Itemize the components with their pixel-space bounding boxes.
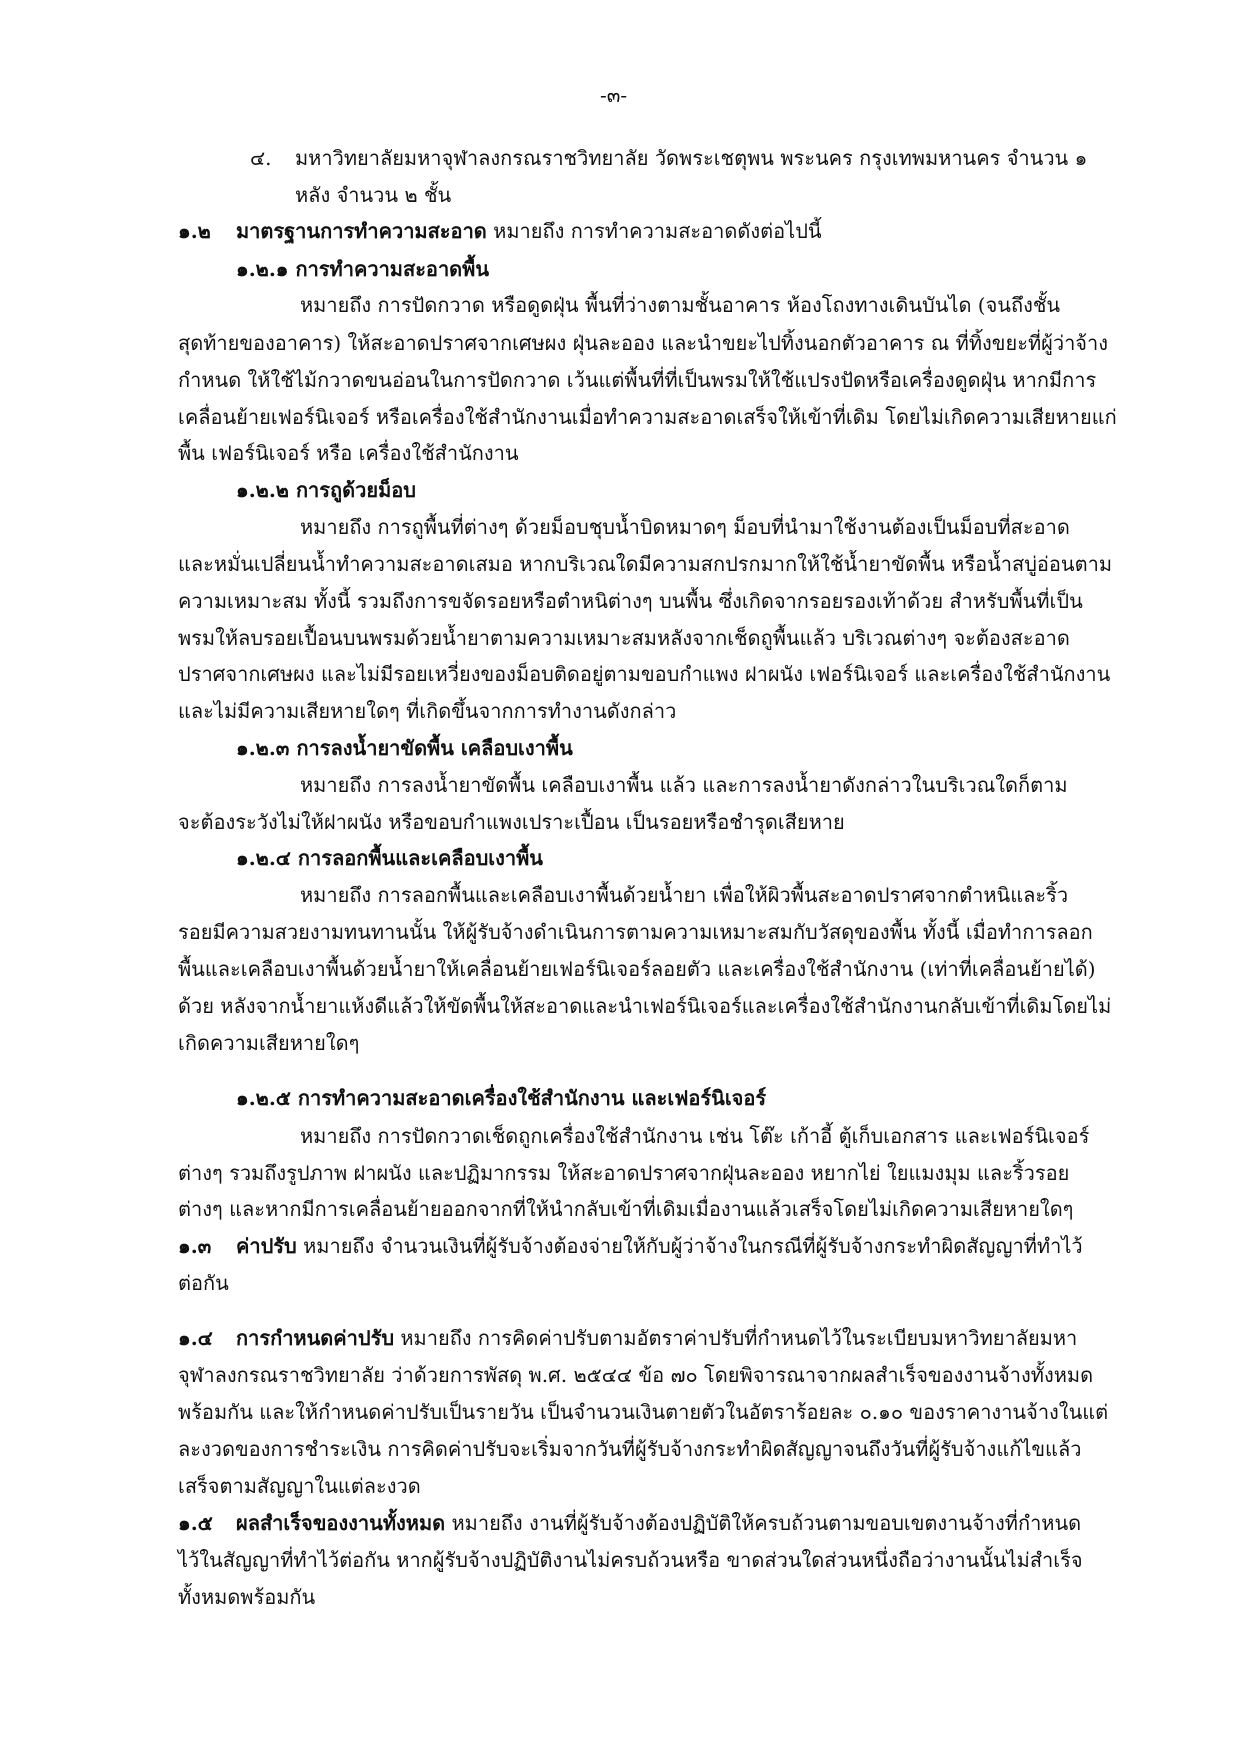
paragraph-line: เสร็จตามสัญญาในแต่ละงวด [178, 1474, 421, 1498]
paragraph-line: หมายถึง การปัดกวาด หรือดูดฝุ่น พื้นที่ว่างตามชั้นอาคาร ห้องโถงทางเดินบันได (จนถึงชั้น [300, 293, 1061, 317]
section-title: ค่าปรับ [236, 1234, 297, 1258]
paragraph-line: ด้วย หลังจากน้ำยาแห้งดีแล้วให้ขัดพื้นให้สะอาดและนำเฟอร์นิเจอร์และเครื่องใช้สำนักงานกลับเข้าที่เดิมโดยไม่ [178, 994, 1112, 1018]
section-title: ผลสำเร็จของงานทั้งหมด [236, 1511, 446, 1535]
paragraph-line: รอยมีความสวยงามทนทานนั้น ให้ผู้รับจ้างดำเนินการตามความเหมาะสมกับวัสดุของพื้น ทั้งนี้ เมื่อทำการลอก [178, 920, 1093, 944]
section-number: ๑.๕ [178, 1511, 213, 1535]
paragraph-line: ต่างๆ และหากมีการเคลื่อนย้ายออกจากที่ให้นำกลับเข้าที่เดิมเมื่องานแล้วเสร็จโดยไม่เกิดความเสียหายใดๆ [178, 1197, 1074, 1221]
paragraph-line: จุฬาลงกรณราชวิทยาลัย ว่าด้วยการพัสดุ พ.ศ. ๒๕๔๔ ข้อ ๗๐ โดยพิจารณาจากผลสำเร็จของงานจ้างทั้งหมด [178, 1363, 1094, 1387]
paragraph-line: ต่อกัน [178, 1271, 229, 1295]
paragraph-line: หมายถึง การถูพื้นที่ต่างๆ ด้วยม็อบชุบน้ำบิดหมาดๆ ม็อบที่นำมาใช้งานต้องเป็นม็อบที่สะอาด [300, 515, 1070, 539]
paragraph-line: พื้น เฟอร์นิเจอร์ หรือ เครื่องใช้สำนักงาน [178, 441, 519, 465]
section-title: การกำหนดค่าปรับ [236, 1326, 395, 1350]
paragraph-line: และหมั่นเปลี่ยนน้ำทำความสะอาดเสมอ หากบริเวณใดมีความสกปรกมากให้ใช้น้ำยาขัดพื้น หรือน้ำสบู่อ่อนตาม [178, 552, 1113, 576]
list-item-text: หลัง จำนวน ๒ ชั้น [295, 183, 452, 207]
paragraph-line: ปราศจากเศษผง และไม่มีรอยเหวี่ยงของม็อบติดอยู่ตามขอบกำแพง ฝาผนัง เฟอร์นิเจอร์ และเครื่องใช้สำนักงาน [178, 662, 1111, 686]
paragraph-line: สุดท้ายของอาคาร) ให้สะอาดปราศจากเศษผง ฝุ่นละออง และนำขยะไปทิ้งนอกตัวอาคาร ณ ที่ทิ้งขยะที่ผู้ว่าจ้าง [178, 331, 1109, 355]
page-number: -๓- [600, 83, 628, 107]
paragraph-line: พรมให้ลบรอยเปื้อนบนพรมด้วยน้ำยาตามความเหมาะสมหลังจากเช็ดถูพื้นแล้ว บริเวณต่างๆ จะต้องสะอาด [178, 626, 1070, 650]
section-number: ๑.๓ [178, 1234, 212, 1258]
paragraph-line: หมายถึง การลอกพื้นและเคลือบเงาพื้นด้วยน้ำยา เพื่อให้ผิวพื้นสะอาดปราศจากตำหนิและริ้ว [300, 883, 1069, 907]
list-item-text: มหาวิทยาลัยมหาจุฬาลงกรณราชวิทยาลัย วัดพระเชตุพน พระนคร กรุงเทพมหานคร จำนวน ๑ [295, 146, 1088, 170]
section-text: หมายถึง การทำความสะอาดดังต่อไปนี้ [486, 219, 822, 243]
section-text: หมายถึง งานที่ผู้รับจ้างต้องปฏิบัติให้ครบถ้วนตามขอบเขตงานจ้างที่กำหนด [445, 1511, 1082, 1535]
paragraph-line: ทั้งหมดพร้อมกัน [178, 1585, 316, 1609]
paragraph-line: ความเหมาะสม ทั้งนี้ รวมถึงการขจัดรอยหรือตำหนิต่างๆ บนพื้น ซึ่งเกิดจากรอยรองเท้าด้วย สำหรับพื้นที่เป็น [178, 589, 1083, 613]
paragraph-line: พร้อมกัน และให้กำหนดค่าปรับเป็นรายวัน เป็นจำนวนเงินตายตัวในอัตราร้อยละ ๐.๑๐ ของราคางานจ้างในแต่ [178, 1400, 1109, 1424]
section-title: มาตรฐานการทำความสะอาด [236, 219, 487, 243]
paragraph-line: เคลื่อนย้ายเฟอร์นิเจอร์ หรือเครื่องใช้สำนักงานเมื่อทำความสะอาดเสร็จให้เข้าที่เดิม โดยไม่เกิดความเสียหายแก่ [178, 405, 1117, 429]
paragraph-line: พื้นและเคลือบเงาพื้นด้วยน้ำยาให้เคลื่อนย้ายเฟอร์นิเจอร์ลอยตัว และเครื่องใช้สำนักงาน (เท่าที่เคลื่อนย้ายได้) [178, 957, 1096, 981]
paragraph-line: จะต้องระวังไม่ให้ฝาผนัง หรือขอบกำแพงเปราะเปื้อน เป็นรอยหรือชำรุดเสียหาย [178, 810, 845, 834]
paragraph-line: ไว้ในสัญญาที่ทำไว้ต่อกัน หากผู้รับจ้างปฏิบัติงานไม่ครบถ้วนหรือ ขาดส่วนใดส่วนหนึ่งถือว่างานนั้นไม่สำเร็จ [178, 1548, 1083, 1572]
paragraph-line: หมายถึง การลงน้ำยาขัดพื้น เคลือบเงาพื้น แล้ว และการลงน้ำยาดังกล่าวในบริเวณใดก็ตาม [300, 773, 1068, 797]
subsection-heading: ๑.๒.๔ การลอกพื้นและเคลือบเงาพื้น [236, 846, 543, 870]
subsection-heading: ๑.๒.๑ การทำความสะอาดพื้น [236, 257, 490, 281]
subsection-heading: ๑.๒.๓ การลงน้ำยาขัดพื้น เคลือบเงาพื้น [236, 736, 573, 760]
section-heading [236, 1231, 1083, 1261]
paragraph-line: กำหนด ให้ใช้ไม้กวาดขนอ่อนในการปัดกวาด เว้นแต่พื้นที่ที่เป็นพรมให้ใช้แปรงปัดหรือเครื่องดูดฝุ่น หากมีการ [178, 368, 1097, 392]
section-heading [236, 1508, 1081, 1538]
paragraph-line: ต่างๆ รวมถึงรูปภาพ ฝาผนัง และปฏิมากรรม ให้สะอาดปราศจากฝุ่นละออง หยากไย่ ใยแมงมุม และริ้วรอย [178, 1161, 1070, 1185]
paragraph-line: ละงวดของการชำระเงิน การคิดค่าปรับจะเริ่มจากวันที่ผู้รับจ้างกระทำผิดสัญญาจนถึงวันที่ผู้รับจ้างแก้ไขแล้ว [178, 1437, 1082, 1461]
section-heading [236, 216, 822, 246]
section-heading [236, 1323, 1077, 1353]
section-text: หมายถึง จำนวนเงินที่ผู้รับจ้างต้องจ่ายให้กับผู้ว่าจ้างในกรณีที่ผู้รับจ้างกระทำผิดสัญญาที่ทำไว้ [296, 1234, 1083, 1258]
paragraph-line: และไม่มีความเสียหายใดๆ ที่เกิดขึ้นจากการทำงานดังกล่าว [178, 699, 677, 723]
section-text: หมายถึง การคิดค่าปรับตามอัตราค่าปรับที่กำหนดไว้ในระเบียบมหาวิทยาลัยมหา [394, 1326, 1078, 1350]
subsection-heading: ๑.๒.๒ การถูด้วยม็อบ [236, 478, 416, 502]
section-number: ๑.๒ [178, 219, 211, 243]
paragraph-line: หมายถึง การปัดกวาดเช็ดถูกเครื่องใช้สำนักงาน เช่น โต๊ะ เก้าอี้ ตู้เก็บเอกสาร และเฟอร์นิเจอร์ [300, 1124, 1090, 1148]
section-number: ๑.๔ [178, 1326, 213, 1350]
paragraph-line: เกิดความเสียหายใดๆ [178, 1031, 360, 1055]
subsection-heading: ๑.๒.๕ การทำความสะอาดเครื่องใช้สำนักงาน และเฟอร์นิเจอร์ [236, 1086, 767, 1110]
list-item-number: ๔. [250, 146, 272, 170]
